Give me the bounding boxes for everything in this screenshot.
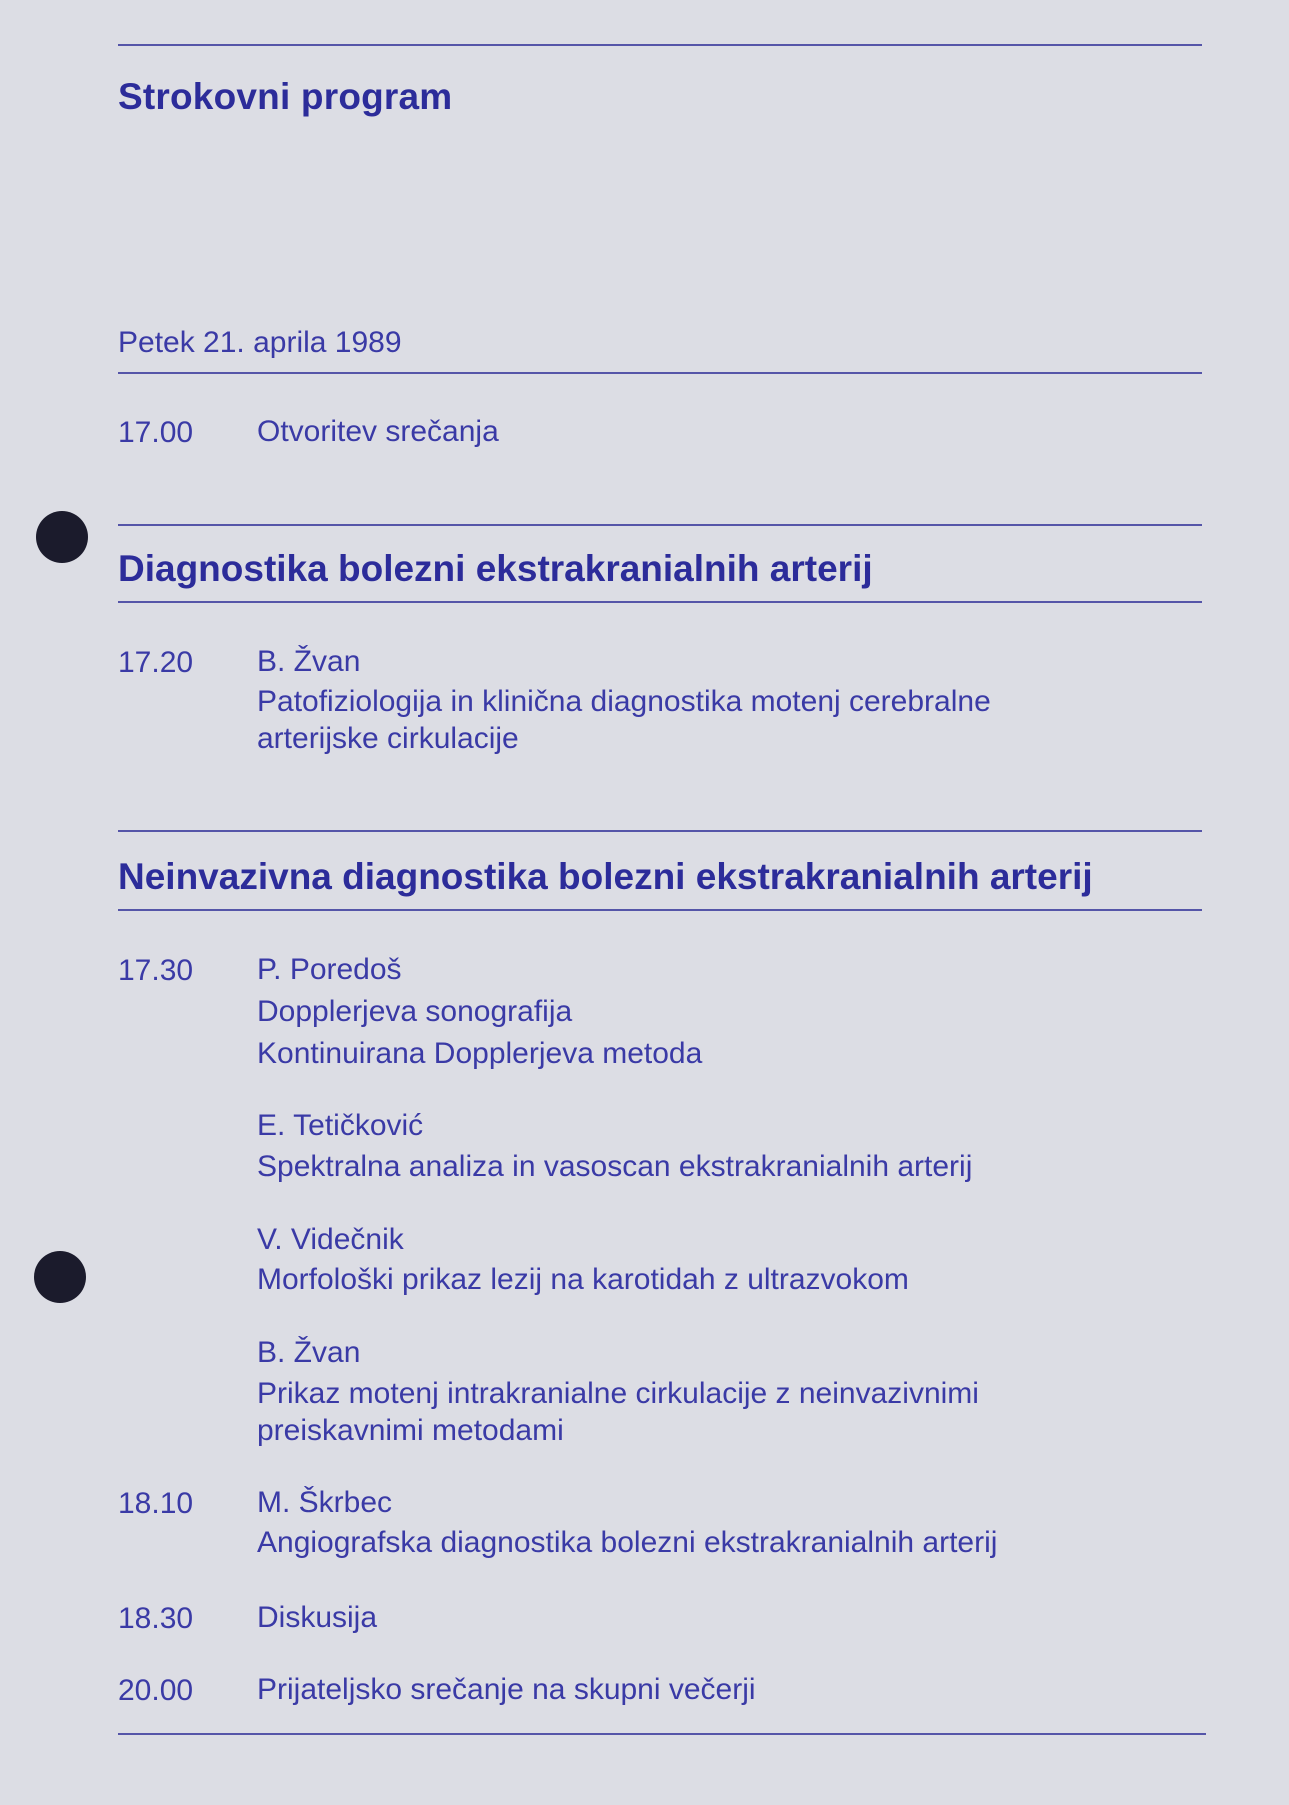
later-time: 18.10 bbox=[118, 1487, 194, 1520]
talk-title-line2: Kontinuirana Dopplerjeva metoda bbox=[257, 1037, 703, 1070]
section1-speaker: B. Žvan bbox=[257, 645, 361, 678]
later-text: Prijateljsko srečanje na skupni večerji bbox=[257, 1673, 756, 1706]
talk-title-line1: Morfološki prikaz lezij na karotidah z ultrazvokom bbox=[257, 1263, 909, 1296]
section2-heading: Neinvazivna diagnostika bolezni ekstrakranialnih arterij bbox=[118, 856, 1093, 897]
section1-talk-line1: Patofiziologija in klinična diagnostika motenj cerebralne bbox=[257, 685, 991, 718]
talk-speaker: V. Videčnik bbox=[257, 1223, 404, 1256]
talk-speaker: P. Poredoš bbox=[257, 953, 402, 986]
later-time: 20.00 bbox=[118, 1674, 194, 1707]
later-time: 18.30 bbox=[118, 1602, 194, 1635]
section2-top-divider bbox=[118, 830, 1202, 832]
section2-time: 17.30 bbox=[118, 954, 194, 987]
section1-bottom-divider bbox=[118, 601, 1202, 603]
talk-title-line1: Prikaz motenj intrakranialne cirkulacije z neinvazivnimi bbox=[257, 1377, 979, 1410]
page-title: Strokovni program bbox=[118, 76, 453, 117]
section1-top-divider bbox=[118, 524, 1202, 526]
talk-title-line1: Dopplerjeva sonografija bbox=[257, 995, 573, 1028]
top-divider bbox=[118, 44, 1202, 46]
talk-title-line1: Spektralna analiza in vasoscan ekstrakranialnih arterij bbox=[257, 1150, 973, 1183]
later-text: Diskusija bbox=[257, 1601, 378, 1634]
punch-hole-bottom bbox=[34, 1251, 86, 1303]
talk-speaker: B. Žvan bbox=[257, 1336, 361, 1369]
talk-speaker: E. Tetičković bbox=[257, 1109, 424, 1142]
section1-talk-line2: arterijske cirkulacije bbox=[257, 722, 519, 755]
date-divider bbox=[118, 372, 1202, 374]
bottom-divider bbox=[118, 1733, 1206, 1735]
later-speaker: M. Škrbec bbox=[257, 1486, 393, 1519]
opening-text: Otvoritev srečanja bbox=[257, 415, 499, 448]
later-text: Angiografska diagnostika bolezni ekstrakranialnih arterij bbox=[257, 1526, 998, 1559]
punch-hole-top bbox=[36, 511, 88, 563]
day-date: Petek 21. aprila 1989 bbox=[118, 326, 402, 359]
section1-heading: Diagnostika bolezni ekstrakranialnih arterij bbox=[118, 548, 873, 589]
section2-bottom-divider bbox=[118, 909, 1202, 911]
section1-time: 17.20 bbox=[118, 646, 194, 679]
opening-time: 17.00 bbox=[118, 416, 194, 449]
talk-title-line2: preiskavnimi metodami bbox=[257, 1414, 564, 1447]
